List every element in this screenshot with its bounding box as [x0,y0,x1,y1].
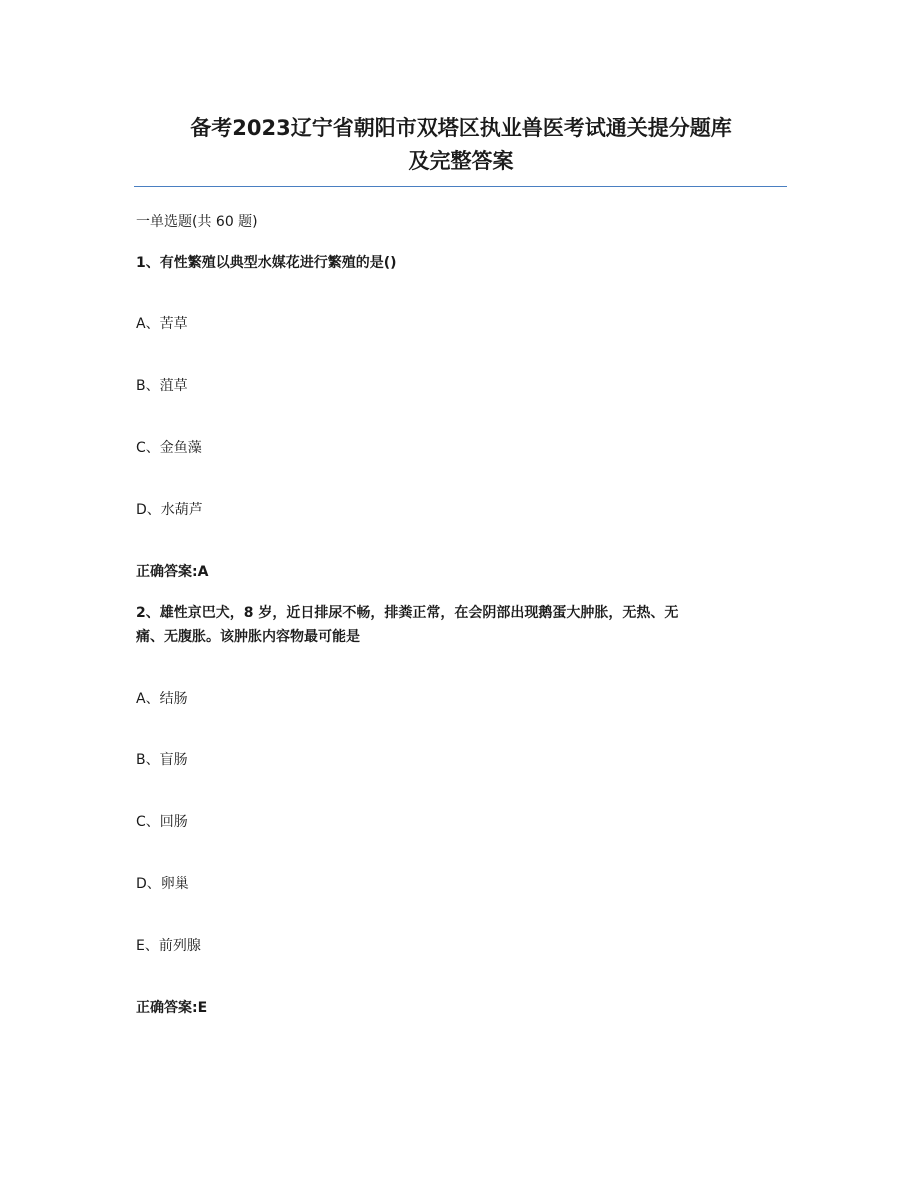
document-title [135,112,787,178]
question-2-option-c: C、回肠 [136,814,188,830]
title-line-1: 备考2023辽宁省朝阳市双塔区执业兽医考试通关提分题库 [190,116,732,140]
question-1-option-d: D、水葫芦 [136,502,203,518]
question-2-option-d: D、卵巢 [136,876,189,892]
question-1-option-a: A、苦草 [136,316,188,332]
question-2-stem-line-2: 痛、无腹胀。该肿胀内容物最可能是 [136,629,360,645]
question-2-answer: 正确答案:E [136,1000,208,1016]
title-divider [134,186,787,187]
question-1-option-c: C、金鱼藻 [136,440,202,456]
question-2-option-a: A、结肠 [136,691,188,707]
question-1-answer: 正确答案:A [136,564,209,580]
question-1-stem: 1、有性繁殖以典型水媒花进行繁殖的是() [136,255,397,271]
title-line-2: 及完整答案 [408,149,514,173]
question-1-option-b: B、菹草 [136,378,188,394]
question-2-stem-line-1: 2、雄性京巴犬，8 岁，近日排尿不畅，排粪正常，在会阴部出现鹅蛋大肿胀，无热、无 [136,605,679,621]
question-2-option-b: B、盲肠 [136,752,188,768]
question-2-option-e: E、前列腺 [136,938,201,954]
section-label: 一单选题(共 60 题) [136,214,258,230]
